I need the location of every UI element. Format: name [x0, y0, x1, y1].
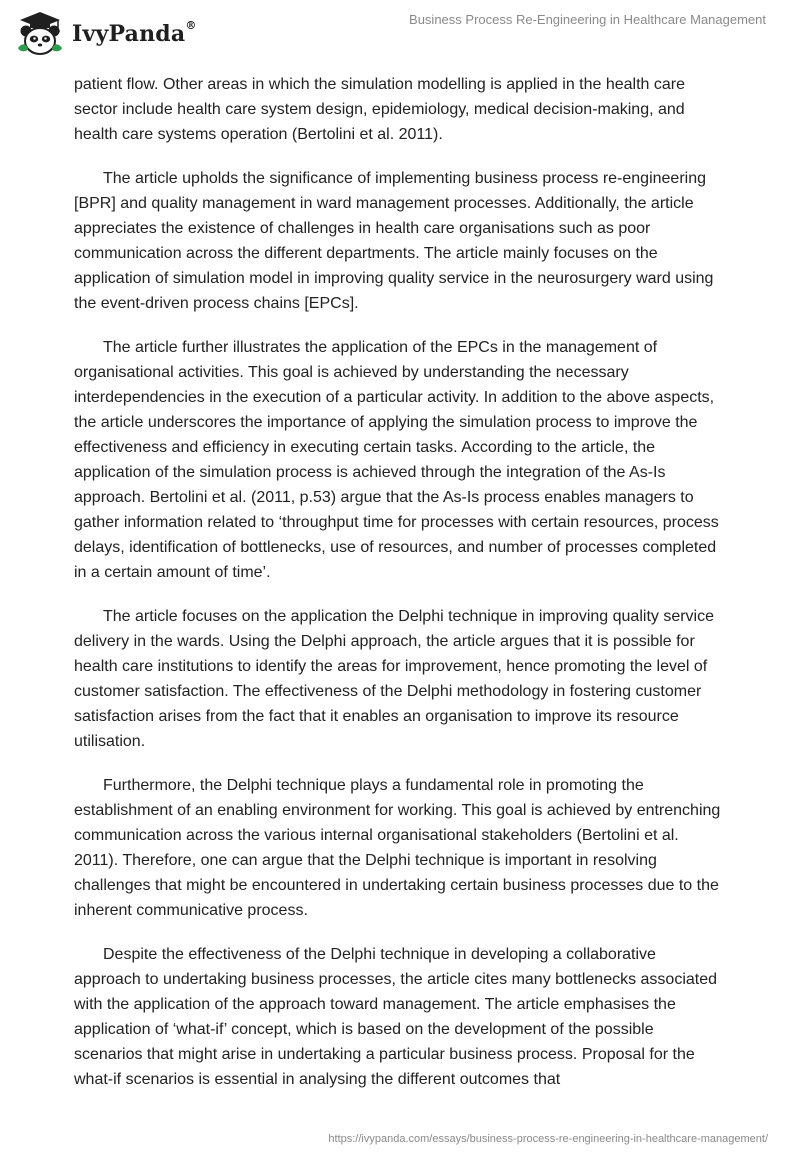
paragraph: The article upholds the significance of implementing business process re-engineering [BPR] and quality management in ward management processes. Additionally, the article appreciates the existence of challenges in health care organisations such as poor communication across the different departments. The article mainly focuses on the application of simulation model in improving quality service in the neurosurgery ward using the event-driven process chains [EPCs].: [74, 170, 714, 312]
document-title: Business Process Re-Engineering in Healthcare Management: [409, 12, 766, 27]
paragraph-continuation: patient flow. Other areas in which the simulation modelling is applied in the health care sector include health care system design, epidemiology, medical decision-making, and health care systems operation (Bertolini et al. 2011).: [74, 76, 686, 143]
registered-mark: ®: [185, 19, 197, 32]
logo-text: IvyPanda®: [72, 19, 197, 47]
page-header: [0, 0, 800, 70]
source-url-link[interactable]: https://ivypanda.com/essays/business-process-re-engineering-in-healthcare-management/: [328, 1133, 768, 1145]
paragraph: Furthermore, the Delphi technique plays a fundamental role in promoting the establishment of an enabling environment for working. This goal is achieved by entrenching communication across the various internal organisational stakeholders (Bertolini et al. 2011). Therefore, one can argue that the Delphi technique is important in resolving challenges that might be encountered in undertaking certain business processes due to the inherent communicative process.: [74, 777, 721, 919]
paragraph: The article focuses on the application the Delphi technique in improving quality service delivery in the wards. Using the Delphi approach, the article argues that it is possible for health care institutions to identify the areas for improvement, hence promoting the level of customer satisfaction. The effectiveness of the Delphi methodology in fostering customer satisfaction arises from the fact that it enables an organisation to improve its resource utilisation.: [74, 608, 715, 750]
panda-graduate-icon: [14, 8, 66, 60]
ivypanda-logo[interactable]: [14, 8, 197, 60]
paragraph: The article further illustrates the application of the EPCs in the management of organisational activities. This goal is achieved by understanding the necessary interdependencies in the execution of a particular activity. In addition to the above aspects, the article underscores the importance of applying the simulation process to improve the effectiveness and efficiency in executing certain tasks. According to the article, the application of the simulation process is achieved through the integration of the As-Is approach. Bertolini et al. (2011, p.53) argue that the As-Is process enables managers to gather information related to ‘throughput time for processes with certain resources, process delays, identification of bottlenecks, use of resources, and number of processes completed in a certain amount of time’.: [74, 339, 719, 581]
paragraph: Despite the effectiveness of the Delphi technique in developing a collaborative approach to undertaking business processes, the article cites many bottlenecks associated with the application of the approach toward management. The article emphasises the application of ‘what-if’ concept, which is based on the development of the possible scenarios that might arise in undertaking a particular business process. Proposal for the what-if scenarios is essential in analysing the different outcomes that: [74, 946, 718, 1088]
essay-body: [74, 72, 726, 1111]
